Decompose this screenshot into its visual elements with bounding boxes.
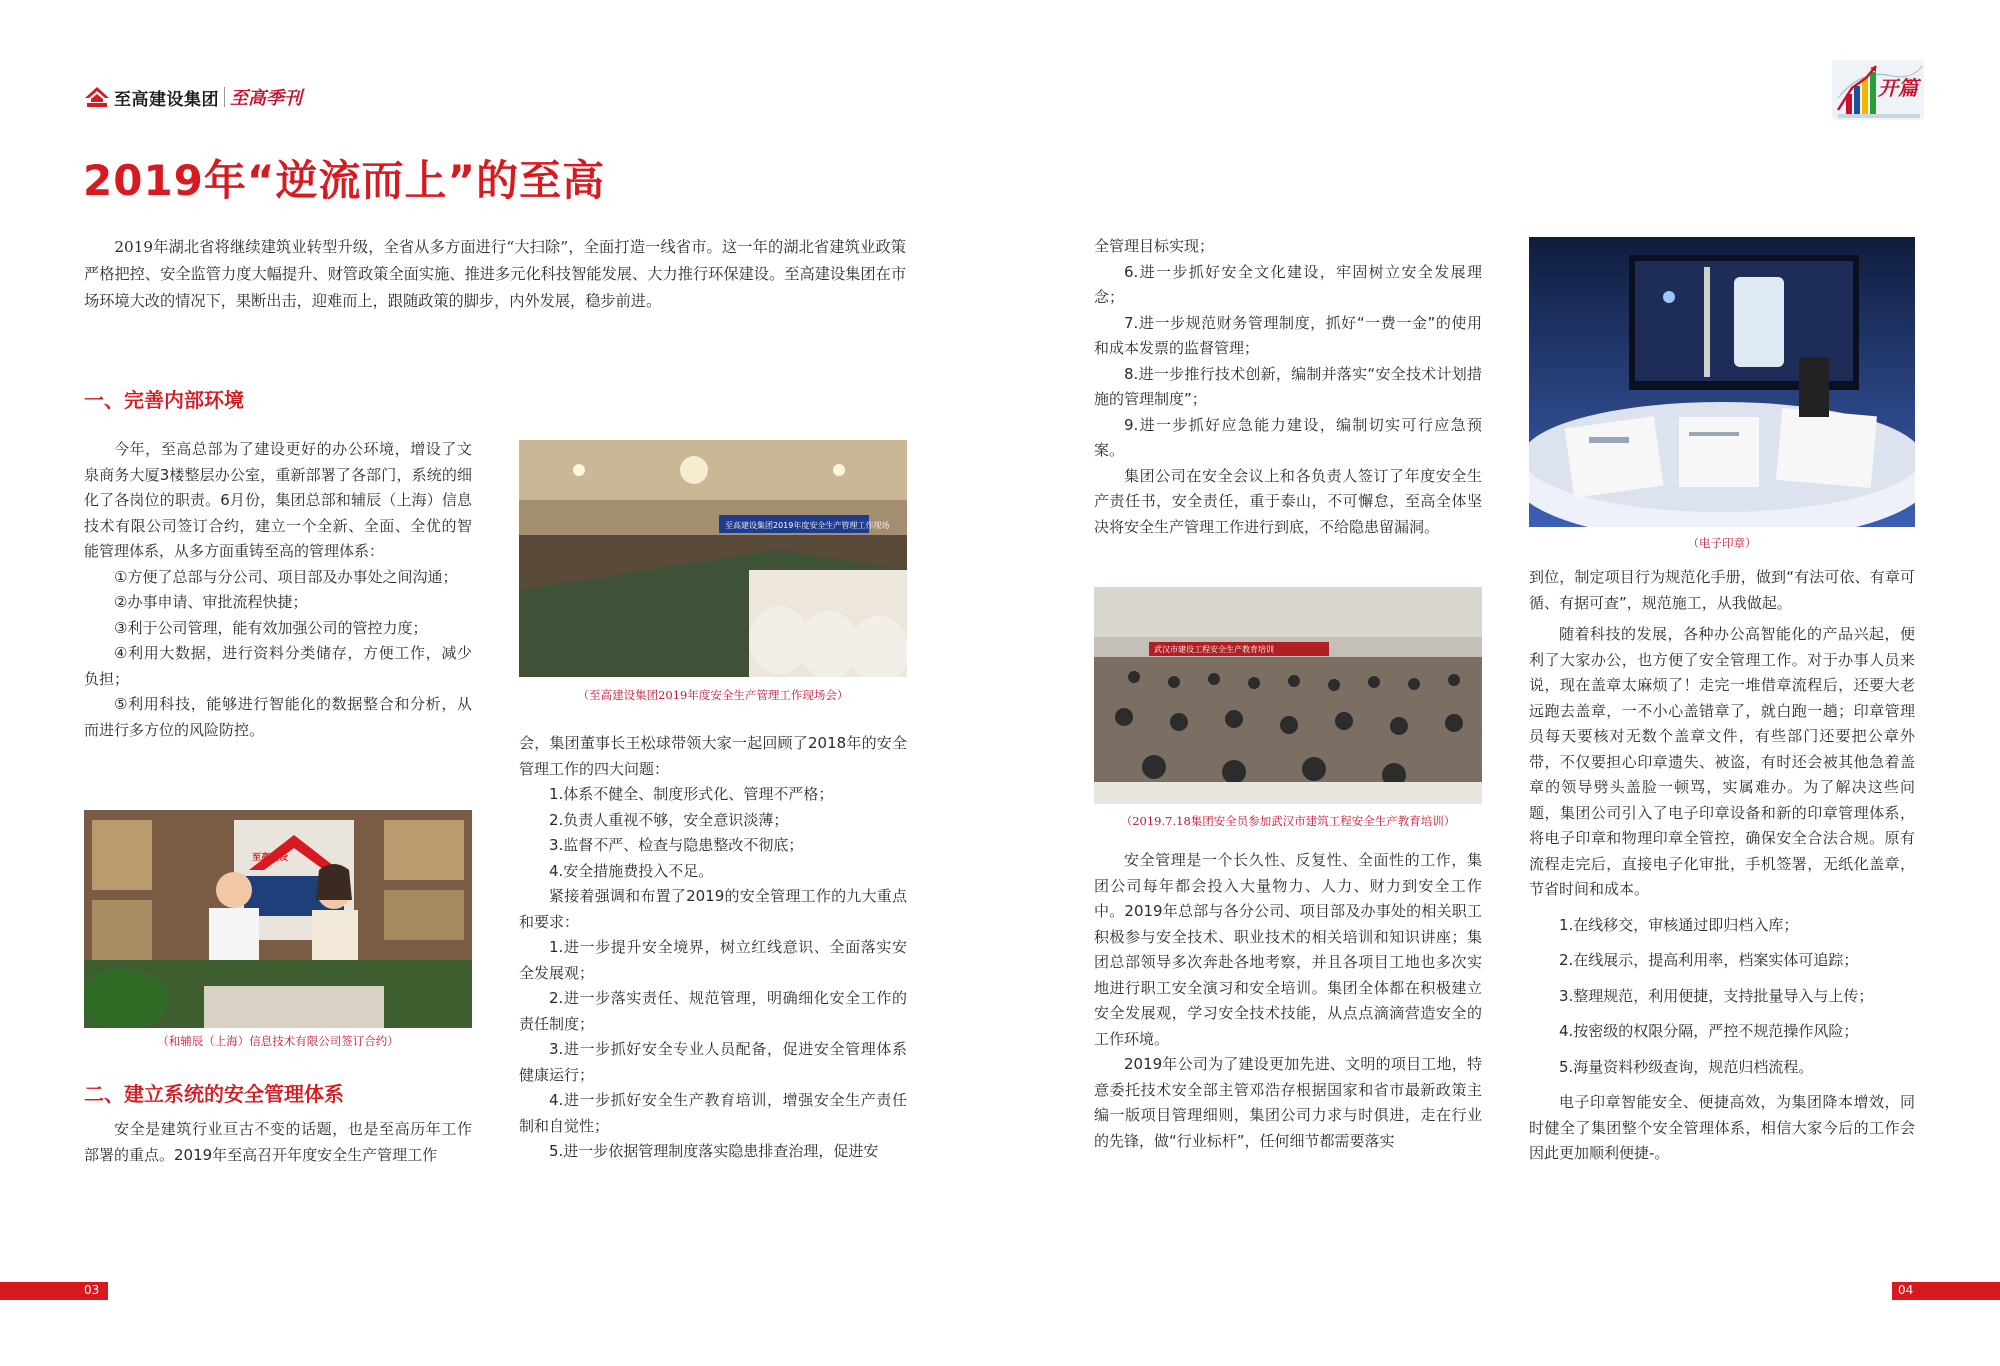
col2-paragraph: 会，集团董事长王松球带领大家一起回顾了2018年的安全管理工作的四大问题： [519,734,907,778]
col3-paragraph: 2019年公司为了建设更加先进、文明的项目工地，特意委托技术安全部主管邓浩存根据国家和省市最新政策主编一版项目管理细则，集团公司力求与时俱进，走在行业的先锋，做“行业标杆”，任何细节都需要落实 [1094,1055,1482,1150]
col2-requirement-item: 2.进一步落实责任、规范管理，明确细化安全工作的责任制度； [519,989,907,1033]
col1-list-item: ④利用大数据，进行资料分类储存，方便工作，减少负担； [84,644,472,688]
column-1 [84,437,472,743]
meeting-banner-text: 至高建设集团2019年度安全生产管理工作现场 [725,521,890,530]
col3-requirement-item: 8.进一步推行技术创新，编制并落实“安全技术计划措施的管理制度”； [1094,364,1482,408]
electronic-seal-photo [1529,237,1915,527]
col3-paragraph: 安全管理是一个长久性、反复性、全面性的工作，集团公司每年都会投入大量物力、人力、财力到安全工作中。2019年总部与各分公司、项目部及办事处的相关职工积极参与安全技术、职业技术的相关培训和知识讲座；集团总部领导多次奔赴各地考察，并且各项目工地也多次实地进行职工安全演习和安全培训。集团全体都在积极建立安全发展观，学习安全技术技能，从点点滴滴营造安全的工作环境。 [1094,851,1482,1048]
brand-logo [84,82,302,112]
house-logo-icon [84,86,110,108]
col3-requirement-item: 6.进一步抓好安全文化建设，牢固树立安全发展理念； [1094,262,1482,306]
col1-list-item: ③利于公司管理，能有效加强公司的管控力度； [114,618,428,637]
col4-list-item: 5.海量资料秒级查询，规范归档流程。 [1559,1057,1814,1076]
col3-requirement-item: 7.进一步规范财务管理制度，抓好“一费一金”的使用和成本发票的监督管理； [1094,313,1482,357]
col4-paragraph: 电子印章智能安全、便捷高效，为集团降本增效，同时健全了集团整个安全管理体系，相信大家今后的工作会因此更加顺利便捷-。 [1529,1093,1915,1162]
col2-problem-item: 2.负责人重视不够，安全意识淡薄； [549,810,789,829]
col2-paragraph: 紧接着强调和布置了2019的安全管理工作的九大重点和要求： [519,887,907,931]
section-emblem [1832,58,1928,128]
training-photo [1094,587,1482,804]
seal-photo-caption: （电子印章） [1687,536,1757,550]
col2-problem-item: 1.体系不健全、制度形式化、管理不严格； [549,785,834,803]
training-banner-text: 武汉市建设工程安全生产教育培训 [1154,645,1274,654]
col1-list-item: ⑤利用科技，能够进行智能化的数据整合和分析，从而进行多方位的风险防控。 [84,695,472,739]
col3-requirement-item: 9.进一步抓好应急能力建设，编制切实可行应急预案。 [1094,415,1482,459]
meeting-photo-caption: （至高建设集团2019年度安全生产管理工作现场会） [577,688,849,702]
section-1-title: 一、完善内部环境 [84,388,244,412]
col4-paragraph: 到位，制定项目行为规范化手册，做到“有法可依、有章可循、有据可查”，规范施工，从我做起。 [1529,568,1915,612]
col2-requirement-item: 4.进一步抓好安全生产教育培训，增强安全生产责任制和自觉性； [519,1091,907,1135]
col1-list-item: ①方便了总部与分公司、项目部及办事处之间沟通； [114,567,458,586]
logo-divider [224,87,225,107]
col4-list-item: 4.按密级的权限分隔，严控不规范操作风险； [1559,1022,1859,1040]
col1-paragraph: 今年，至高总部为了建设更好的办公环境，增设了文泉商务大厦3楼整层办公室，重新部署了各部门，系统的细化了各岗位的职责。6月份，集团总部和辅辰（上海）信息技术有限公司签订合约，建立一个全新、全面、全优的智能管理体系，从多方面重铸至高的管理体系： [84,440,472,560]
signing-logo-text: 至高建设 [252,853,289,863]
col1-s2-paragraph: 安全是建筑行业亘古不变的话题，也是至高历年工作部署的重点。2019年至高召开年度安全生产管理工作 [84,1120,472,1164]
emblem-label: 开篇 [1878,76,1918,100]
signing-photo-caption: （和辅辰（上海）信息技术有限公司签订合约） [157,1034,399,1048]
section-2-title: 二、建立系统的安全管理体系 [84,1082,344,1106]
brand-name: 至高建设集团 [114,89,219,110]
col2-problem-item: 4.安全措施费投入不足。 [549,861,714,880]
column-1-section-2 [84,1117,472,1168]
col2-requirement-item: 5.进一步依据管理制度落实隐患排查治理，促进安 [549,1142,879,1160]
col2-requirement-item: 1.进一步提升安全境界，树立红线意识、全面落实安全发展观； [519,938,907,982]
column-4 [1529,565,1915,1167]
article-intro: 2019年湖北省将继续建筑业转型升级，全省从多方面进行“大扫除”，全面打造一线省市。这一年的湖北省建筑业政策严格把控、安全监管力度大幅提升、财管政策全面实施、推进多元化科技智能发展、大力推行环保建设。至高建设集团在市场环境大改的情况下，果断出击，迎难而上，跟随政策的脚步，内外发展，稳步前进。 [84,238,906,310]
journal-name: 至高季刊 [230,88,302,109]
col2-problem-item: 3.监督不严、检查与隐患整改不彻底； [549,836,804,854]
article-headline: 2019年“逆流而上”的至高 [83,156,606,205]
signing-photo [84,810,472,1028]
col4-list-item: 3.整理规范，利用便捷，支持批量导入与上传； [1559,986,1874,1005]
col3-paragraph: 集团公司在安全会议上和各负责人签订了年度安全生产责任书，安全责任，重于泰山，不可懈怠，至高全体坚决将安全生产管理工作进行到底，不给隐患留漏洞。 [1094,466,1482,536]
page-number-right: 04 [1898,1283,1914,1297]
meeting-photo [519,440,907,677]
col2-requirement-item: 3.进一步抓好安全专业人员配备，促进安全管理体系健康运行； [519,1040,907,1084]
col3-paragraph: 全管理目标实现； [1094,237,1215,255]
training-photo-caption: （2019.7.18集团安全员参加武汉市建筑工程安全生产教育培训） [1120,814,1456,828]
column-3-top [1094,234,1482,540]
col1-list-item: ②办事申请、审批流程快捷； [114,593,308,611]
page-number-left: 03 [84,1283,100,1297]
col4-list-item: 1.在线移交，审核通过即归档入库； [1559,915,1799,934]
col4-list-item: 2.在线展示，提高利用率，档案实体可追踪； [1559,951,1859,969]
column-2 [519,731,907,1165]
col4-paragraph: 随着科技的发展，各种办公高智能化的产品兴起，便利了大家办公，也方便了安全管理工作。对于办事人员来说，现在盖章太麻烦了！走完一堆借章流程后，还要大老远跑去盖章，一不小心盖错章了，就白跑一趟；印章管理员每天要核对无数个盖章文件，有些部门还要把公章外带，不仅要担心印章遗失、被盗，有时还会被其他急着盖章的领导劈头盖脸一顿骂，实属难办。为了解决这些问题，集团公司引入了电子印章设备和新的印章管理体系，将电子印章和物理印章全管控，确保安全合法合规。原有流程走完后，直接电子化审批，手机签署，无纸化盖章，节省时间和成本。 [1529,625,1915,898]
column-3-bottom [1094,848,1482,1154]
